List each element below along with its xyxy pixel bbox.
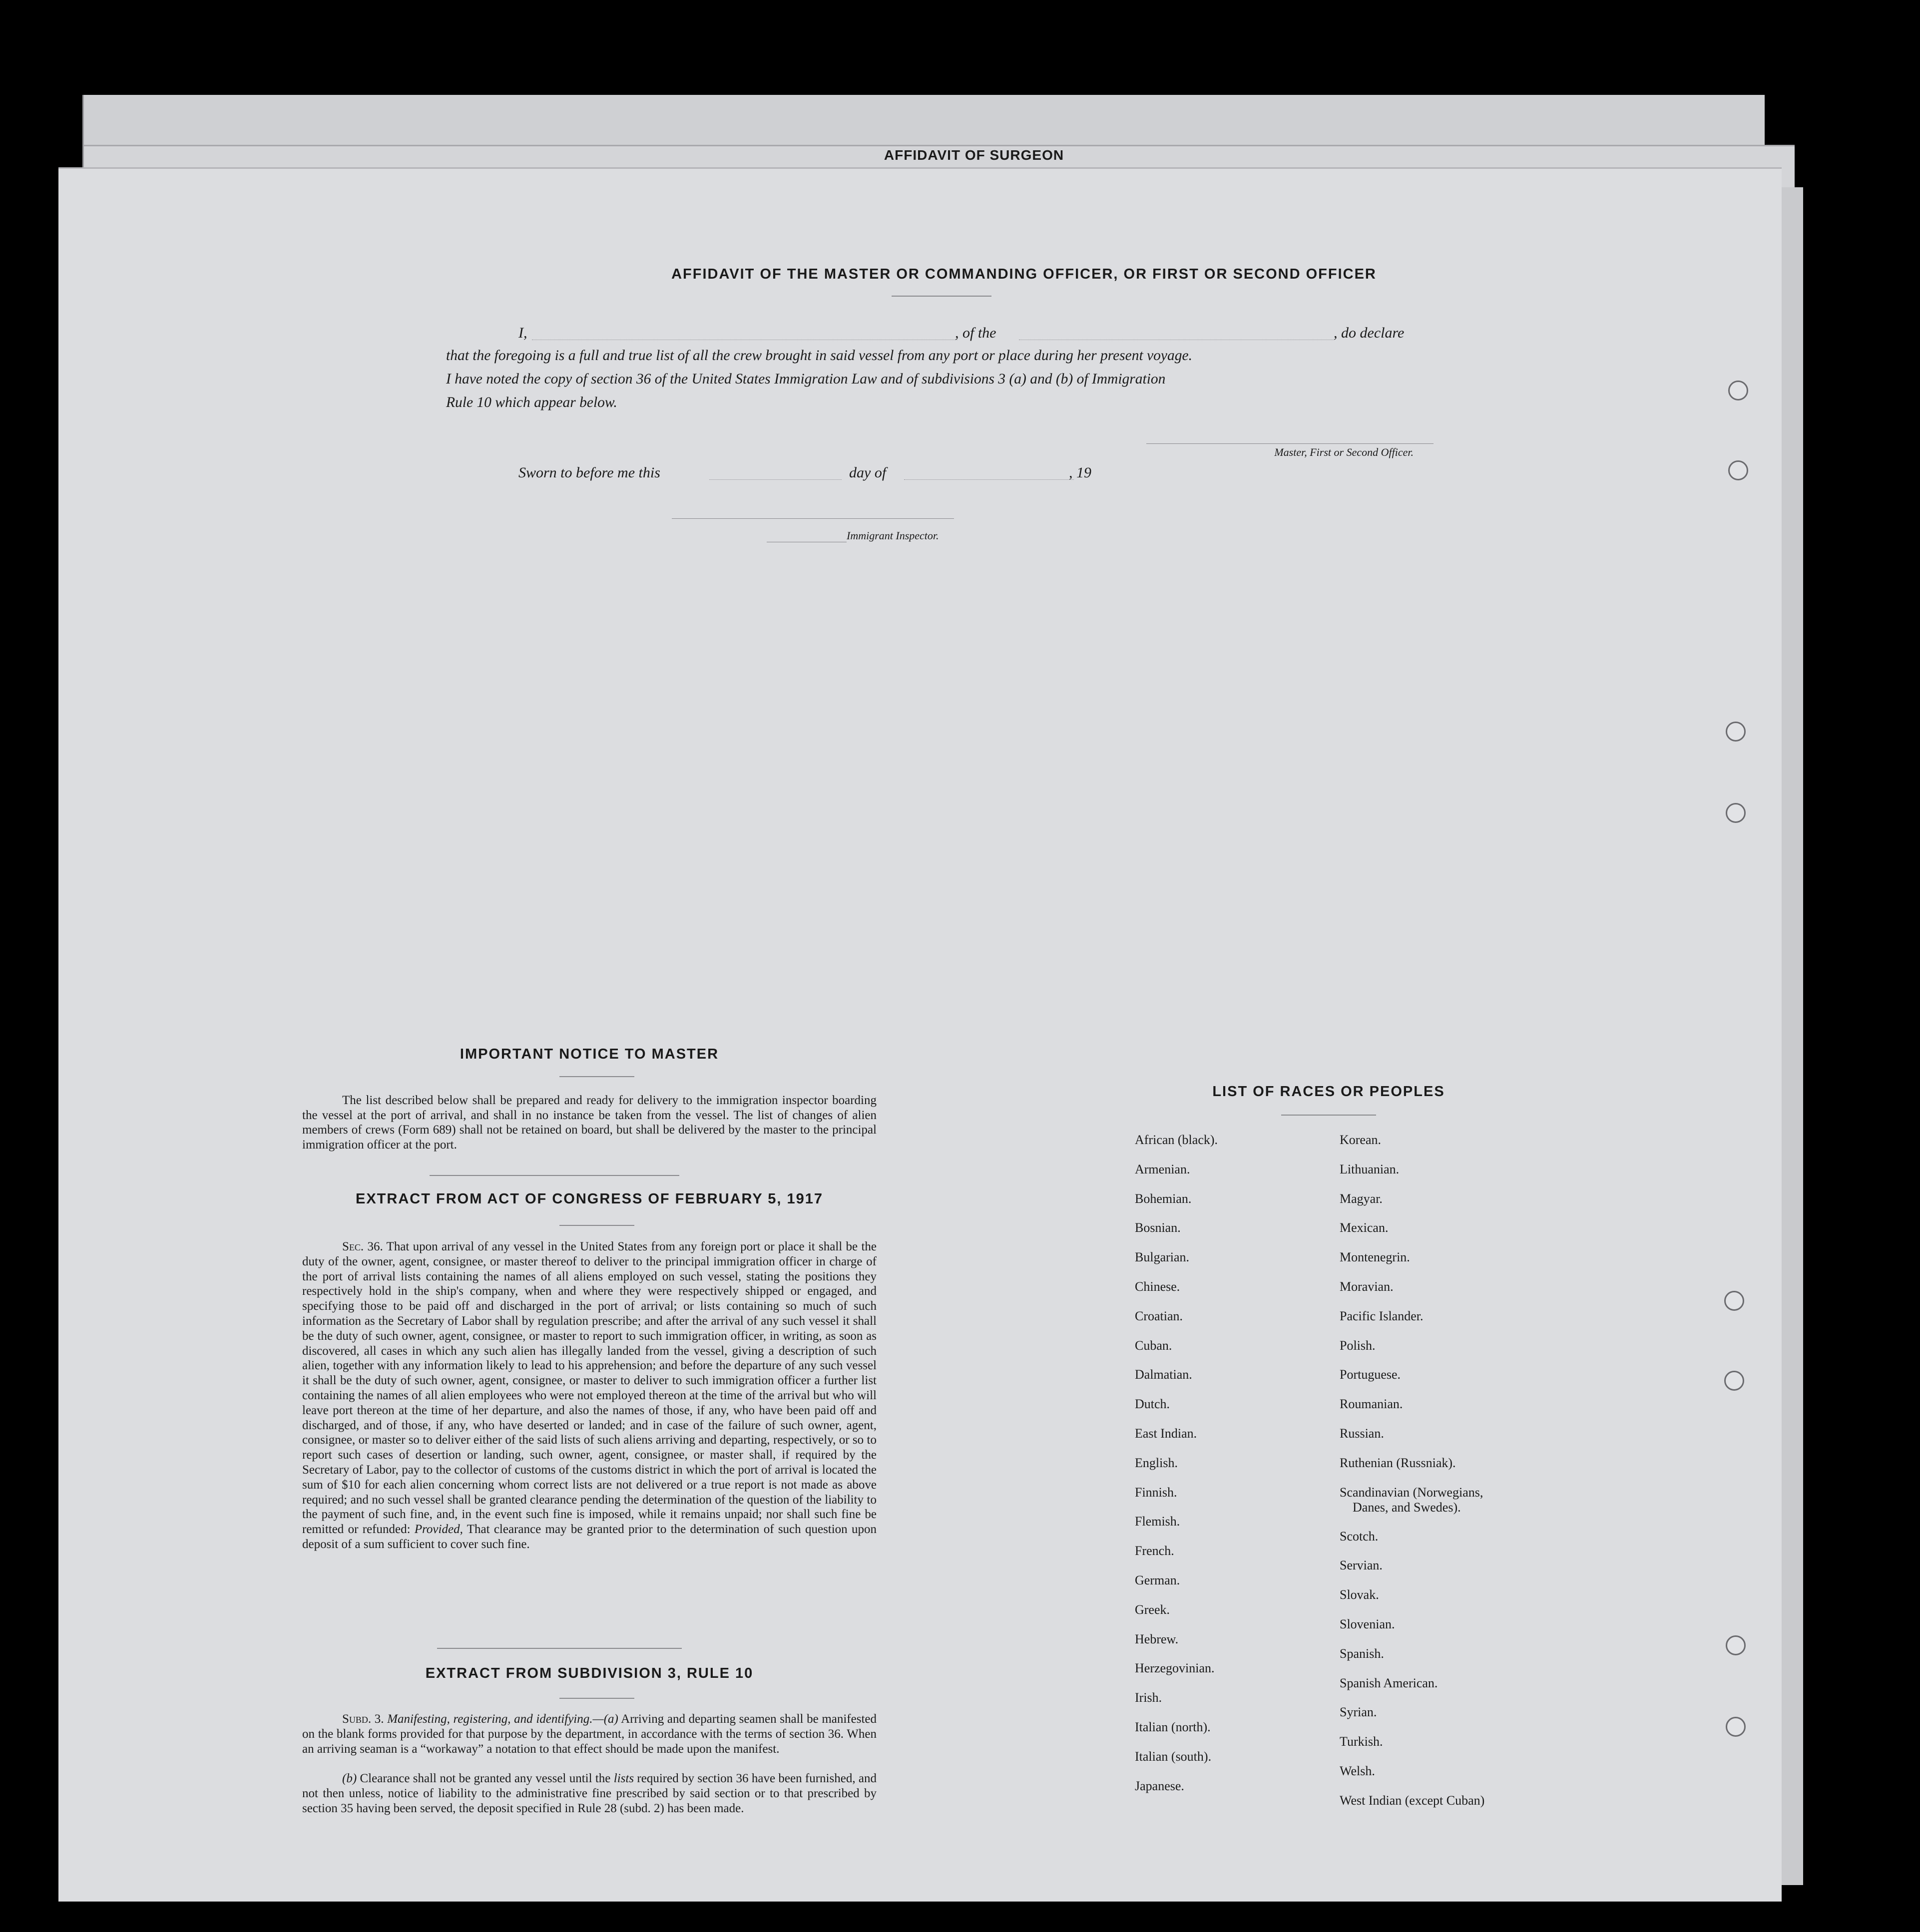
- race-item: Pacific Islander.: [1340, 1308, 1424, 1323]
- race-item: Polish.: [1340, 1338, 1376, 1353]
- divider: [1281, 1115, 1376, 1116]
- month-blank-line: [904, 479, 1074, 480]
- race-item: English.: [1135, 1455, 1178, 1470]
- rule-extract-para-b: [302, 1771, 877, 1816]
- provided-word: Provided,: [414, 1523, 463, 1537]
- para-b-lists: lists: [613, 1772, 634, 1785]
- races-right-column: [1340, 1126, 1484, 1816]
- race-item: Italian (south).: [1135, 1749, 1212, 1764]
- race-item: Servian.: [1340, 1558, 1383, 1573]
- sheet-edge: [1781, 187, 1803, 1885]
- race-item: African (black).: [1135, 1133, 1218, 1147]
- year-text: , 19: [1069, 464, 1091, 481]
- race-item: Bohemian.: [1135, 1191, 1192, 1206]
- notice-body: The list described below shall be prepared and ready for delivery to the immigration inspector boarding the vessel at the port of arrival, and shall in no instance be taken from the vessel. The list of changes of alien members of crews (Form 689) shall not be retained on board, but shall be delivered by the master to the principal immigration officer at the port.: [302, 1094, 877, 1152]
- race-item: Flemish.: [1135, 1514, 1180, 1529]
- rule-extract-title: EXTRACT FROM SUBDIVISION 3, RULE 10: [425, 1665, 754, 1681]
- race-item: Danes, and Swedes).: [1353, 1500, 1461, 1515]
- race-item: Magyar.: [1340, 1191, 1383, 1206]
- race-item: Bulgarian.: [1135, 1250, 1190, 1265]
- binder-hole: [1724, 1371, 1744, 1391]
- declaration-i: I,: [518, 325, 527, 341]
- binder-hole: [1726, 722, 1746, 742]
- race-item: Moravian.: [1340, 1279, 1394, 1294]
- binder-hole: [1724, 1291, 1744, 1311]
- race-item: Portuguese.: [1340, 1367, 1401, 1382]
- race-item: Slovak.: [1340, 1587, 1379, 1602]
- sworn-text: Sworn to before me this: [518, 464, 660, 481]
- race-item: Japanese.: [1135, 1778, 1184, 1793]
- master-affidavit-title: AFFIDAVIT OF THE MASTER OR COMMANDING OFFICER, OR FIRST OR SECOND OFFICER: [671, 266, 1377, 282]
- race-item: Irish.: [1135, 1690, 1162, 1705]
- binder-hole: [1726, 1717, 1746, 1737]
- race-item: Spanish.: [1340, 1646, 1384, 1661]
- binder-hole: [1728, 381, 1748, 400]
- act-extract-title: EXTRACT FROM ACT OF CONGRESS OF FEBRUARY 5, 1917: [355, 1191, 824, 1207]
- race-item: Hebrew.: [1135, 1631, 1179, 1646]
- b-label: (b): [342, 1772, 357, 1785]
- inspector-label: Immigrant Inspector.: [847, 529, 939, 542]
- divider: [559, 1225, 634, 1226]
- divider: [437, 1648, 682, 1649]
- subd-label: Subd. 3.: [342, 1712, 384, 1726]
- race-item: Roumanian.: [1340, 1397, 1403, 1412]
- subd-heading: Manifesting, registering, and identifying.—(a): [387, 1712, 618, 1726]
- binder-hole: [1726, 1635, 1746, 1655]
- sec-label: Sec. 36.: [342, 1240, 383, 1253]
- race-item: Armenian.: [1135, 1161, 1190, 1176]
- race-item: Greek.: [1135, 1602, 1170, 1617]
- race-item: Italian (north).: [1135, 1719, 1211, 1734]
- race-item: Montenegrin.: [1340, 1250, 1410, 1265]
- act-extract-body: [302, 1239, 877, 1552]
- race-item: Finnish.: [1135, 1485, 1177, 1500]
- binder-hole: [1728, 460, 1748, 480]
- race-item: Mexican.: [1340, 1220, 1389, 1235]
- notice-title: IMPORTANT NOTICE TO MASTER: [460, 1046, 719, 1062]
- race-item: Welsh.: [1340, 1763, 1375, 1778]
- races-title: LIST OF RACES OR PEOPLES: [1212, 1084, 1445, 1100]
- day-of-text: day of: [849, 464, 887, 481]
- race-item: Turkish.: [1340, 1734, 1383, 1749]
- race-item: Chinese.: [1135, 1279, 1180, 1294]
- race-item: Scotch.: [1340, 1529, 1379, 1544]
- race-item: Slovenian.: [1340, 1616, 1395, 1631]
- declaration-do-declare: , do declare: [1334, 325, 1405, 341]
- race-item: East Indian.: [1135, 1426, 1197, 1441]
- front-sheet: [58, 167, 1782, 1902]
- para-a-text: Arriving and departing seamen shall be manifested on the blank forms provided for that purpose by the department, in accordance with the terms of section 36. When an arriving seaman is a “workaway” a notation to that effect should be made upon the manifest.: [302, 1712, 877, 1756]
- race-item: Scandinavian (Norwegians,: [1340, 1485, 1483, 1500]
- race-item: Croatian.: [1135, 1308, 1183, 1323]
- race-item: Russian.: [1340, 1426, 1384, 1441]
- divider: [559, 1076, 634, 1077]
- declaration-line-4: Rule 10 which appear below.: [446, 394, 617, 410]
- race-item: Korean.: [1340, 1133, 1382, 1147]
- act-body-b: That clearance may be granted prior to the determination of such question upon deposit of a sum sufficient to cover such fine.: [302, 1523, 877, 1551]
- divider: [430, 1175, 679, 1176]
- binder-hole: [1726, 803, 1746, 823]
- declaration-line-2: that the foregoing is a full and true list of all the crew brought in said vessel from any port or place during her present voyage.: [446, 348, 1192, 364]
- rule-extract-para-a: [302, 1712, 877, 1756]
- signature-label: Master, First or Second Officer.: [1274, 446, 1414, 458]
- race-item: Bosnian.: [1135, 1220, 1181, 1235]
- divider: [892, 296, 991, 297]
- signature-line: [1146, 443, 1434, 444]
- divider: [559, 1698, 634, 1699]
- race-item: West Indian (except Cuban): [1340, 1793, 1485, 1808]
- act-body-a: That upon arrival of any vessel in the United States from any foreign port or place it shall be the duty of the owner, agent, consignee, or master thereof to deliver to the principal immigration officer in charge of the port of arrival lists containing the names of all aliens employed on such vessel, stating the positions they respectively hold in the ship's company, when and where they were respectively shipped or engaged, and specifying those to be paid off and discharged in the port of arrival; or lists containing so much of such information as the Secretary of Labor shall by regulation prescribe; and after the arrival of any such vessel it shall be the duty of such owner, agent, consignee, or master to report to such immigration officer, in writing, as soon as discovered, all cases in which any such alien has illegally landed from the vessel, giving a description of such alien, together with any information likely to lead to his apprehension; and before the departure of any such vessel it shall be the duty of such owner, agent, consignee, or master to deliver to such immigration officer a further list containing the names of all alien employees who were not employed thereon at the time of the arrival but who will leave port thereon at the time of her departure, and also the names of those, if any, who have been paid off and discharged, and of those, if any, who have deserted or landed; and in case of the failure of such owner, agent, consignee, or master so to deliver either of the said lists of such aliens arriving and departing, respectively, or so to report such cases of desertion or landing, such owner, agent, consignee, or master shall, if required by the Secretary of Labor, pay to the collector of customs of the customs district in which the port of arrival is located the sum of $10 for each alien concerning whom correct lists are not delivered or a true report is not made as above required; and no such vessel shall be granted clearance pending the determination of the question of the liability to the payment of such fine, and, in the event such fine is imposed, while it remains unpaid; nor shall such fine be remitted or refunded:: [302, 1240, 877, 1537]
- inspector-signature-line: [672, 518, 954, 519]
- para-b-text-2: required by section 36 have been furnished, and not then unless, notice of liability to the administrative fine prescribed by said section or to that prescribed by section 35 having been served, the deposit specified in Rule 28 (subd. 2) has been made.: [302, 1772, 877, 1815]
- day-blank-line: [709, 479, 842, 480]
- race-item: Dalmatian.: [1135, 1367, 1192, 1382]
- race-item: Syrian.: [1340, 1705, 1377, 1720]
- race-item: Ruthenian (Russniak).: [1340, 1455, 1456, 1470]
- race-item: Dutch.: [1135, 1397, 1170, 1412]
- race-item: Herzegovinian.: [1135, 1661, 1215, 1676]
- races-left-column: [1135, 1126, 1218, 1801]
- back-sheet-title: AFFIDAVIT OF SURGEON: [884, 147, 1064, 163]
- race-item: Spanish American.: [1340, 1675, 1438, 1690]
- declaration-line-3: I have noted the copy of section 36 of the United States Immigration Law and of subdivisions 3 (a) and (b) of Immigration: [446, 371, 1166, 387]
- para-b-text-1: Clearance shall not be granted any vessel until the: [360, 1772, 611, 1785]
- race-item: Cuban.: [1135, 1338, 1172, 1353]
- declaration-of-the: , of the: [955, 325, 996, 341]
- race-item: French.: [1135, 1544, 1174, 1558]
- race-item: German.: [1135, 1572, 1180, 1587]
- race-item: Lithuanian.: [1340, 1161, 1400, 1176]
